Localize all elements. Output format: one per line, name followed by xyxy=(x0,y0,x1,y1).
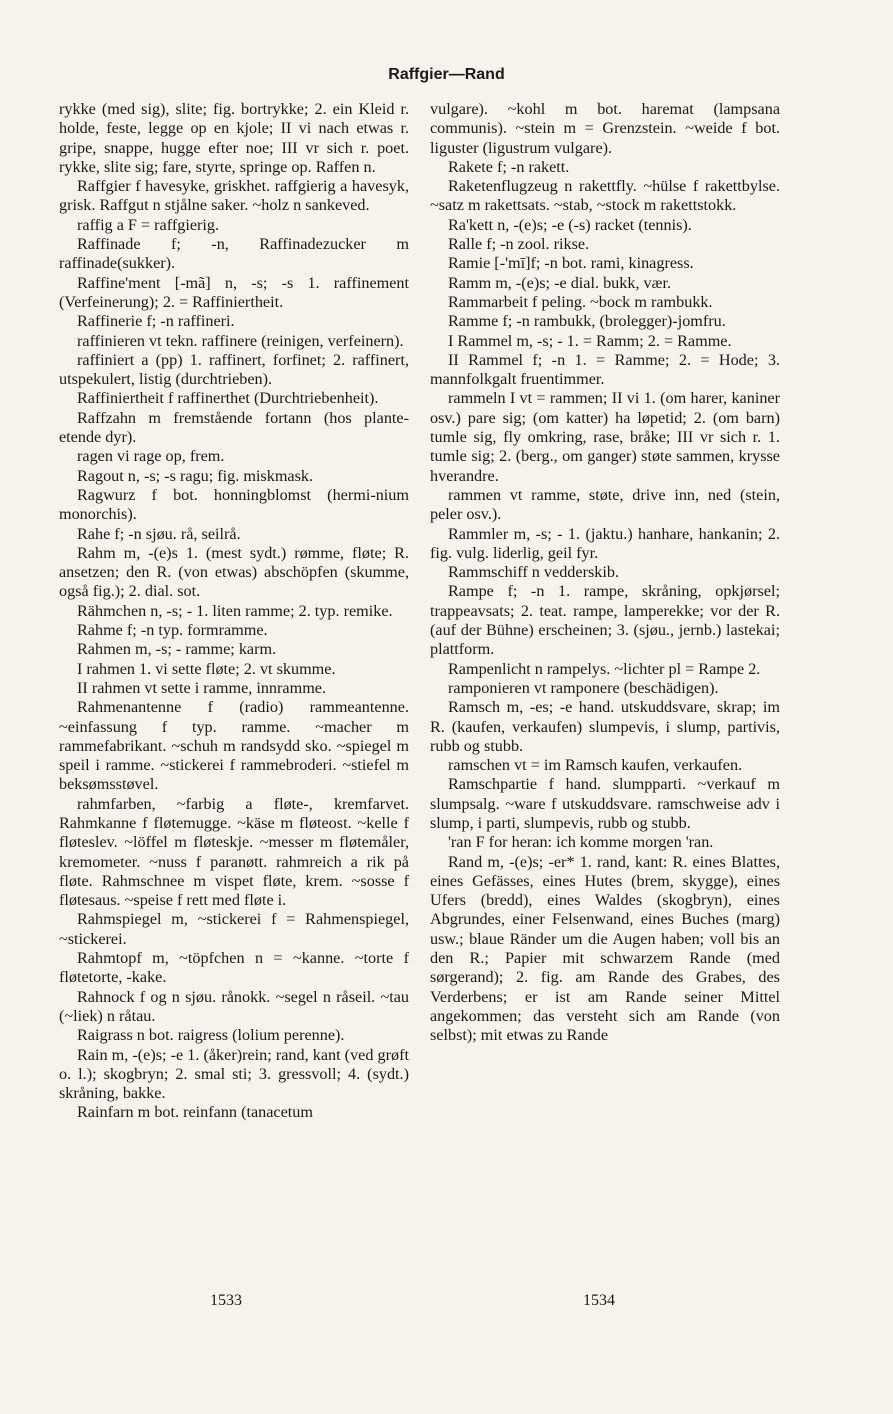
entry: raffinieren vt tekn. raffinere (reinigen, verfeinern). xyxy=(77,331,404,350)
entry: Raffine'ment [-mã] n, -s; -s 1. raffinement (Verfeinerung); 2. = Raffiniertheit. xyxy=(59,273,409,311)
entry: rammeln I vt = rammen; II vi 1. (om harer, kaniner osv.) pare sig; (om katter) ha løpetid; 2. (om barn) tumle sig, fly omkring, rase, bråke; III vr sich r. 1. tumle sig; 2. (berg., om ganger) støte sammen, krysse hverandre. xyxy=(430,389,780,485)
entry: rahmfarben, ~farbig a fløte-, kremfarvet. Rahmkanne f fløtemugge. ~käse m fløteost. ~kelle f fløteslev. ~löffel m fløteskje. ~messer m fløtemåler, kremometer. ~nuss f paranøtt. rahmreich a rik på fløte. Rahmschnee m vispet fløte, krem. ~sosse f fløtesaus. ~speise f rett med fløte i. xyxy=(59,794,409,910)
entry: I rahmen 1. vi sette fløte; 2. vt skumme. xyxy=(77,659,336,678)
entry: Rahmenantenne f (radio) rammeantenne. ~einfassung f typ. ramme. ~macher m rammefabrikant. ~schuh m randsydd sko. ~spiegel m speil i ramme. ~stickerei f rammebroderi. ~stiefel m beksømsstøvel. xyxy=(59,698,409,794)
entry: Rampenlicht n rampelys. ~lichter pl = Rampe 2. xyxy=(448,659,761,678)
entry: Ra'kett n, -(e)s; -e (-s) racket (tennis). xyxy=(448,215,692,234)
running-head: Raffgier—Rand xyxy=(388,66,505,83)
entry: Raffinerie f; -n raffineri. xyxy=(77,312,235,331)
entry: Ragwurz f bot. honningblomst (hermi-nium monorchis). xyxy=(59,485,409,524)
page-number-left: 1533 xyxy=(210,1292,242,1309)
entry: Rahmtopf m, ~töpfchen n = ~kanne. ~torte f fløtetorte, -kake. xyxy=(59,949,409,987)
entry: Rand m, -(e)s; -er* 1. rand, kant: R. eines Blattes, eines Gefässes, eines Hutes (brem, skygge), eines Ufers (bredd), eines Waldes (skogbryn), eines Abgrundes, einer Felsenwand, eines Buches (marg) usw.; blaue Ränder um die Augen haben; voll bis an den R.; Papier mit schwarzem Rande (med sørgerand); 2. fig. am Rande des Grabes, des Verderbens; er ist am Rande seiner Mittel angekommen; das versteht sich am Rande (von selbst); mit etwas zu Rande xyxy=(430,852,780,1045)
entry: rykke (med sig), slite; fig. bortrykke; 2. ein Kleid r. holde, feste, legge op en kjole; II vi nach etwas r. gripe, snappe, hugge efter noe; III vr sich r. poet. rykke, slite sig; fare, styrte, springe op. Raffen n. xyxy=(59,100,409,176)
entry: Rain m, -(e)s; -e 1. (åker)rein; rand, kant (ved grøft o. l.); skogbryn; 2. smal sti; 3. gressvoll; 4. (sydt.) skråning, bakke. xyxy=(59,1045,409,1103)
entry: Rahnock f og n sjøu. rånokk. ~segel n råseil. ~tau (~liek) n råtau. xyxy=(59,987,409,1025)
entry: Raffiniertheit f raffinerthet (Durchtriebenheit). xyxy=(77,389,379,408)
entry: ragen vi rage op, frem. xyxy=(77,447,225,466)
entry: Rähmchen n, -s; - 1. liten ramme; 2. typ. remike. xyxy=(77,601,393,620)
entry: Ramme f; -n rambukk, (brolegger)-jomfru. xyxy=(448,312,726,331)
entry: vulgare). ~kohl m bot. haremat (lampsana communis). ~stein m = Grenzstein. ~weide f bot. liguster (ligustrum vulgare). xyxy=(430,100,780,157)
entry: Rahe f; -n sjøu. rå, seilrå. xyxy=(77,524,241,543)
entry: Ramie [-'mī]f; -n bot. rami, kinagress. xyxy=(448,254,694,273)
entry: Raketenflugzeug n rakettfly. ~hülse f rakettbylse. ~satz m rakettsats. ~stab, ~stock m rakettstokk. xyxy=(430,177,780,215)
right-column xyxy=(430,100,780,1046)
entry: Rakete f; -n rakett. xyxy=(448,157,570,176)
entry: Rahmen m, -s; - ramme; karm. xyxy=(77,640,277,659)
entry: Ramsch m, -es; -e hand. utskuddsvare, skrap; im R. (kaufen, verkaufen) slumpevis, i slump, partivis, rubb og stubb. xyxy=(430,698,780,755)
entry: Ramm m, -(e)s; -e dial. bukk, vær. xyxy=(448,273,671,292)
entry: rammen vt ramme, støte, drive inn, ned (stein, peler osv.). xyxy=(430,485,780,524)
entry: Rahmspiegel m, ~stickerei f = Rahmenspiegel, ~stickerei. xyxy=(59,910,409,948)
entry: II Rammel f; -n 1. = Ramme; 2. = Hode; 3. mannfolkgalt fruentimmer. xyxy=(430,350,780,389)
entry: 'ran F for heran: ich komme morgen 'ran. xyxy=(448,833,714,852)
entry: Ralle f; -n zool. rikse. xyxy=(448,235,590,254)
page-number-right: 1534 xyxy=(583,1292,615,1309)
entry: Rampe f; -n 1. rampe, skråning, opkjørsel; trappeavsats; 2. teat. rampe, lamperekke; vor der R. (auf der Bühne) erscheinen; 3. (sjøu., jernb.) lastekai; plattform. xyxy=(430,582,780,659)
entry: Ramschpartie f hand. slumpparti. ~verkauf m slumpsalg. ~ware f utskuddsvare. ramschweise adv i slump, i parti, slumpevis, rubb og stubb. xyxy=(430,775,780,832)
entry: raffig a F = raffgierig. xyxy=(77,215,220,234)
entry: Raigrass n bot. raigress (lolium perenne). xyxy=(77,1026,345,1045)
entry: Rammler m, -s; - 1. (jaktu.) hanhare, hankanin; 2. fig. vulg. liderlig, geil fyr. xyxy=(430,524,780,562)
entry: Raffinade f; -n, Raffinadezucker m raffinade(sukker). xyxy=(59,235,409,273)
entry: ramschen vt = im Ramsch kaufen, verkaufen. xyxy=(448,756,743,775)
entry: Raffgier f havesyke, griskhet. raffgierig a havesyk, grisk. Raffgut n stjålne saker. ~holz n sankeved. xyxy=(59,177,409,215)
entry: Ragout n, -s; -s ragu; fig. miskmask. xyxy=(77,466,314,485)
entry: ramponieren vt ramponere (beschädigen). xyxy=(448,678,719,697)
entry: Rahme f; -n typ. formramme. xyxy=(77,621,268,640)
entry: Rammschiff n vedderskib. xyxy=(448,563,619,582)
entry: Raffzahn m fremstående fortann (hos plante-etende dyr). xyxy=(59,408,409,447)
entry: I Rammel m, -s; - 1. = Ramm; 2. = Ramme. xyxy=(448,331,732,350)
entry: Rammarbeit f peling. ~bock m rambukk. xyxy=(448,292,713,311)
entry: raffiniert a (pp) 1. raffinert, forfinet; 2. raffinert, utspekulert, listig (durchtrieben). xyxy=(59,350,409,389)
entry: Rahm m, -(e)s 1. (mest sydt.) rømme, fløte; R. ansetzen; den R. (von etwas) abschöpfen (skumme, også fig.); 2. dial. sot. xyxy=(59,543,409,601)
left-column xyxy=(59,100,409,1123)
entry: Rainfarn m bot. reinfann (tanacetum xyxy=(77,1103,313,1122)
entry: II rahmen vt sette i ramme, innramme. xyxy=(77,678,327,697)
